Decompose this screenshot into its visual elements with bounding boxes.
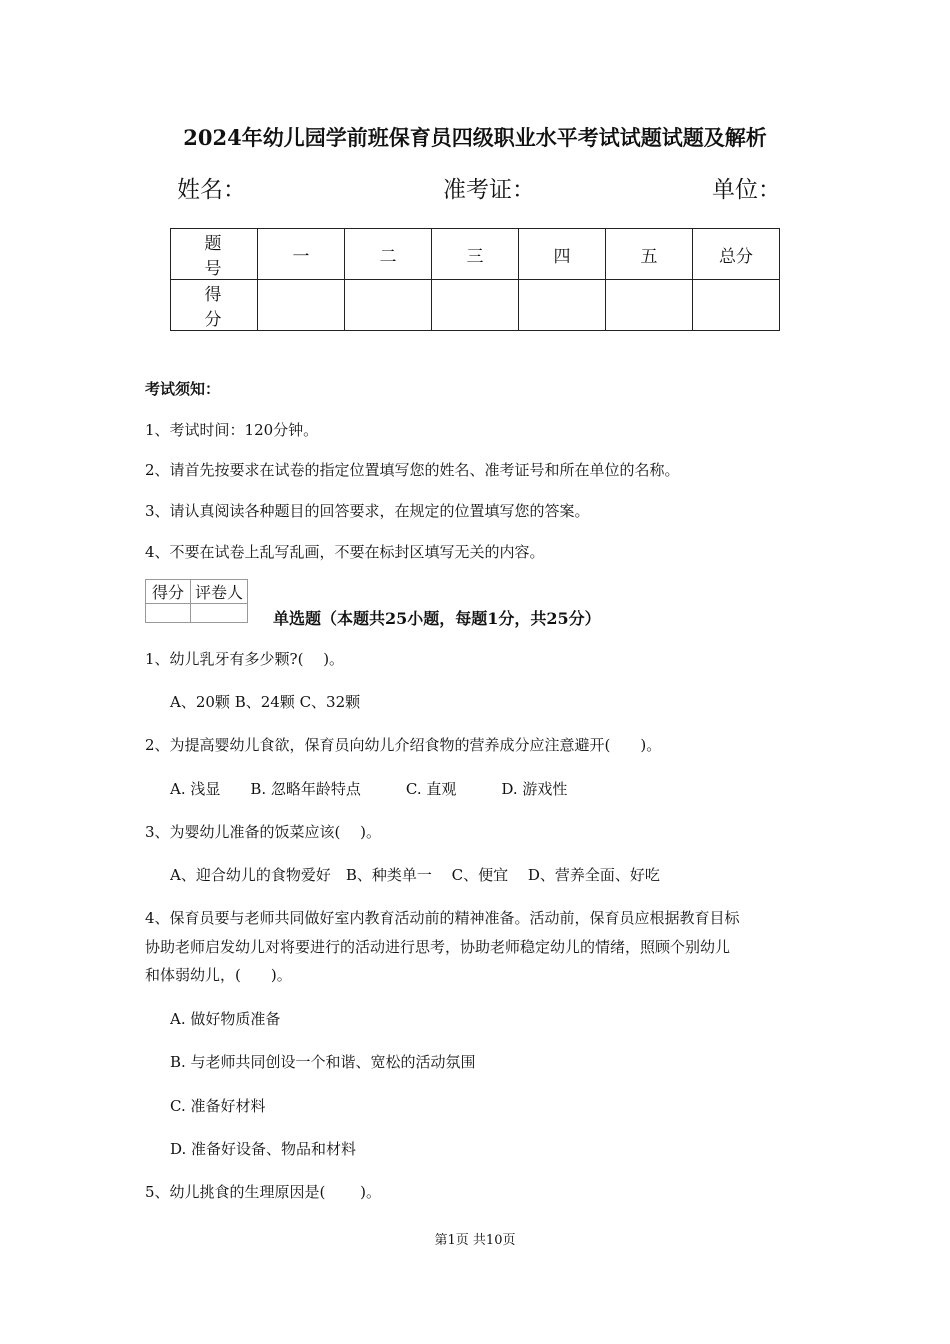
notice-item: 2、请首先按要求在试卷的指定位置填写您的姓名、准考证号和所在单位的名称。 xyxy=(145,461,680,479)
name-label: 姓名： xyxy=(177,177,246,203)
question-option: D. 准备好设备、物品和材料 xyxy=(170,1140,357,1158)
question-stem-line: 和体弱幼儿，( )。 xyxy=(145,966,292,984)
question-stem-line: 协助老师启发幼儿对将要进行的活动进行思考，协助老师稳定幼儿的情绪，照顾个别幼儿 xyxy=(145,938,731,956)
question-option: C. 准备好材料 xyxy=(170,1097,266,1115)
grader-score-label: 得分 xyxy=(146,580,191,604)
notice-item: 1、考试时间：120分钟。 xyxy=(145,421,319,439)
unit-label: 单位： xyxy=(712,177,781,203)
question-stem: 2、为提高婴幼儿食欲，保育员向幼儿介绍食物的营养成分应注意避开( )。 xyxy=(145,736,662,754)
exam-number-label: 准考证： xyxy=(443,177,535,203)
score-input-cell[interactable] xyxy=(258,280,345,331)
question-options: A. 浅显 B. 忽略年龄特点 C. 直观 D. 游戏性 xyxy=(170,780,568,798)
score-input-cell[interactable] xyxy=(693,280,780,331)
score-header-cell: 题 号 xyxy=(171,229,258,280)
notice-item: 3、请认真阅读各种题目的回答要求，在规定的位置填写您的答案。 xyxy=(145,502,590,520)
grader-box xyxy=(145,579,248,623)
score-row-label: 得 分 xyxy=(171,280,258,331)
score-table xyxy=(170,228,780,331)
question-stem: 1、幼儿乳牙有多少颗?( )。 xyxy=(145,650,345,668)
question-stem-line: 4、保育员要与老师共同做好室内教育活动前的精神准备。活动前，保育员应根据教育目标 xyxy=(145,909,740,927)
section-title: 单选题（本题共25小题，每题1分，共25分） xyxy=(273,609,601,628)
question-option: B. 与老师共同创设一个和谐、宽松的活动氛围 xyxy=(170,1053,476,1071)
question-option: A. 做好物质准备 xyxy=(170,1010,281,1028)
notice-item: 4、不要在试卷上乱写乱画，不要在标封区填写无关的内容。 xyxy=(145,543,545,561)
question-options: A、迎合幼儿的食物爱好 B、种类单一 C、便宜 D、营养全面、好吃 xyxy=(170,866,660,884)
page-footer: 第1页 共10页 xyxy=(434,1233,516,1248)
grader-score-cell[interactable] xyxy=(146,604,191,623)
score-table-score-row xyxy=(171,280,780,331)
score-input-cell[interactable] xyxy=(432,280,519,331)
score-header-cell: 五 xyxy=(606,229,693,280)
page-title: 2024年幼儿园学前班保育员四级职业水平考试试题试题及解析 xyxy=(183,125,767,150)
grader-reviewer-label: 评卷人 xyxy=(191,580,248,604)
question-stem: 5、幼儿挑食的生理原因是( )。 xyxy=(145,1183,382,1201)
score-header-cell: 二 xyxy=(345,229,432,280)
notice-heading: 考试须知： xyxy=(145,380,221,398)
score-header-cell: 一 xyxy=(258,229,345,280)
grader-reviewer-cell[interactable] xyxy=(191,604,248,623)
question-stem: 3、为婴幼儿准备的饭菜应该( )。 xyxy=(145,823,382,841)
score-header-cell: 总分 xyxy=(693,229,780,280)
score-input-cell[interactable] xyxy=(606,280,693,331)
question-options: A、20颗 B、24颗 C、32颗 xyxy=(170,693,361,711)
score-header-cell: 三 xyxy=(432,229,519,280)
score-header-cell: 四 xyxy=(519,229,606,280)
score-input-cell[interactable] xyxy=(345,280,432,331)
score-input-cell[interactable] xyxy=(519,280,606,331)
score-table-header-row xyxy=(171,229,780,280)
